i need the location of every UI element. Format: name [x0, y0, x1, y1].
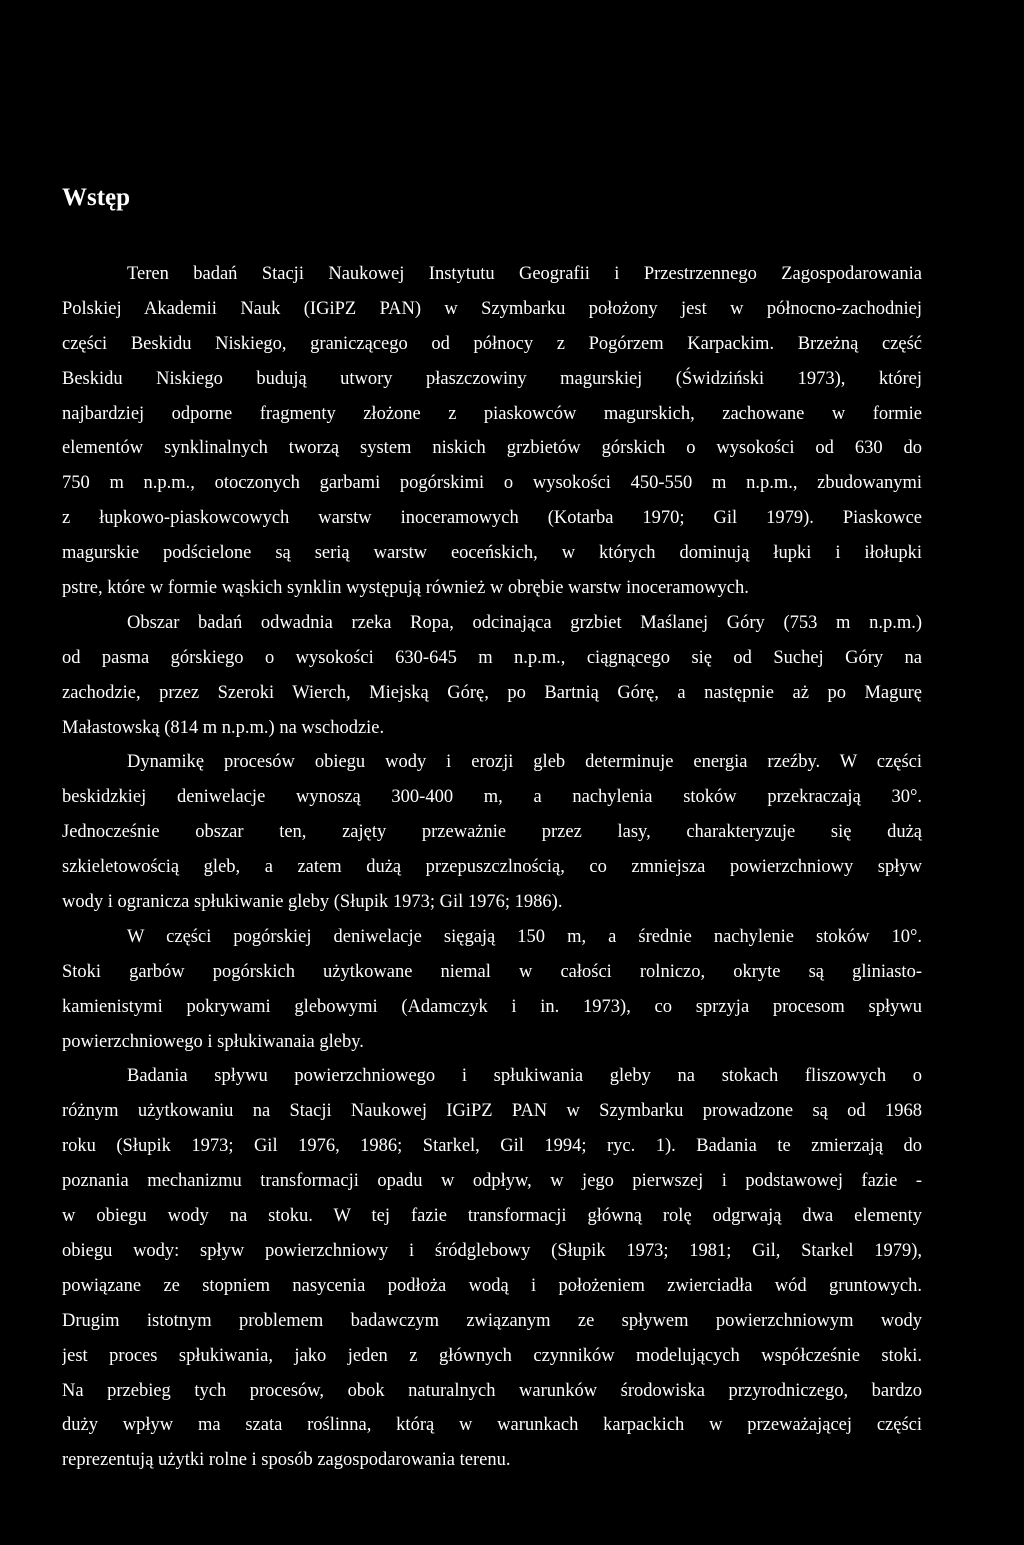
text-line: powiązane ze stopniem nasycenia podłoża wodą i położeniem zwierciadła wód gruntowych. [62, 1275, 922, 1296]
text-line: Badania spływu powierzchniowego i spłukiwania gleby na stokach fliszowych o [127, 1066, 922, 1087]
text-line: Teren badań Stacji Naukowej Instytutu Geografii i Przestrzennego Zagospodarowania [127, 264, 922, 284]
text-line: części Beskidu Niskiego, graniczącego od północy z Pogórzem Karpackim. Brzeżną część [62, 333, 922, 354]
text-line: wody i ogranicza spłukiwanie gleby (Słupik 1973; Gil 1976; 1986). [62, 892, 563, 913]
text-line: obiegu wody: spływ powierzchniowy i śródglebowy (Słupik 1973; 1981; Gil, Starkel 1979), [62, 1240, 922, 1261]
text-line: w obiegu wody na stoku. W tej fazie transformacji główną rolę odgrwają dwa elementy [62, 1206, 922, 1227]
text-line: W części pogórskiej deniwelacje sięgają 150 m, a średnie nachylenie stoków 10°. [127, 926, 922, 947]
text-line: z łupkowo-piaskowcowych warstw inoceramowych (Kotarba 1970; Gil 1979). Piaskowce [62, 508, 922, 529]
text-line: beskidzkiej deniwelacje wynoszą 300-400 m, a nachylenia stoków przekraczają 30°. [62, 787, 922, 808]
text-line: 750 m n.p.m., otoczonych garbami pogórskimi o wysokości 450-550 m n.p.m., zbudowanymi [62, 473, 922, 494]
text-line: Dynamikę procesów obiegu wody i erozji gleb determinuje energia rzeźby. W części [127, 752, 922, 773]
text-line: magurskie podścielone są serią warstw eoceńskich, w których dominują łupki i iłołupki [62, 543, 922, 564]
text-line: kamienistymi pokrywami glebowymi (Adamczyk i in. 1973), co sprzyja procesom spływu [62, 996, 922, 1017]
text-line: Jednocześnie obszar ten, zajęty przeważnie przez lasy, charakteryzuje się dużą [62, 822, 922, 843]
text-line: duży wpływ ma szata roślinna, którą w warunkach karpackich w przeważającej części [62, 1415, 922, 1436]
text-line: najbardziej odporne fragmenty złożone z piaskowców magurskich, zachowane w formie [62, 403, 922, 424]
text-line: Beskidu Niskiego budują utwory płaszczowiny magurskiej (Świdziński 1973), której [62, 368, 922, 389]
body-text [62, 257, 922, 1478]
text-line: elementów synklinalnych tworzą system niskich grzbietów górskich o wysokości od 630 do [62, 438, 922, 459]
text-line: szkieletowością gleb, a zatem dużą przepuszczlnością, co zmniejsza powierzchniowy spływ [62, 857, 922, 878]
text-line: Małastowską (814 m n.p.m.) na wschodzie. [62, 717, 385, 738]
text-line: różnym użytkowaniu na Stacji Naukowej IGiPZ PAN w Szymbarku prowadzone są od 1968 [62, 1101, 922, 1122]
text-line: od pasma górskiego o wysokości 630-645 m n.p.m., ciągnącego się od Suchej Góry na [62, 647, 922, 668]
text-line: roku (Słupik 1973; Gil 1976, 1986; Starkel, Gil 1994; ryc. 1). Badania te zmierzają do [62, 1136, 922, 1157]
text-line: Na przebieg tych procesów, obok naturalnych warunków środowiska przyrodniczego, bardzo [62, 1380, 922, 1401]
text-line: zachodzie, przez Szeroki Wierch, Miejską Górę, po Bartnią Górę, a następnie aż po Magurę [62, 682, 922, 703]
section-heading: Wstęp [62, 184, 131, 211]
text-line: Drugim istotnym problemem badawczym związanym ze spływem powierzchniowym wody [62, 1310, 922, 1331]
text-line: reprezentują użytki rolne i sposób zagospodarowania terenu. [62, 1450, 511, 1471]
text-line: jest proces spłukiwania, jako jeden z głównych czynników modelujących współcześnie stoki. [62, 1345, 922, 1366]
text-line: poznania mechanizmu transformacji opadu w odpływ, w jego pierwszej i podstawowej fazie - [62, 1171, 922, 1192]
text-line: powierzchniowego i spłukiwanaia gleby. [62, 1031, 364, 1052]
text-line: Polskiej Akademii Nauk (IGiPZ PAN) w Szymbarku położony jest w północno-zachodniej [62, 298, 922, 319]
text-line: pstre, które w formie wąskich synklin występują również w obrębie warstw inoceramowych. [62, 578, 749, 599]
text-line: Obszar badań odwadnia rzeka Ropa, odcinająca grzbiet Maślanej Góry (753 m n.p.m.) [127, 612, 922, 633]
text-line: Stoki garbów pogórskich użytkowane niemal w całości rolniczo, okryte są gliniasto- [62, 961, 922, 982]
